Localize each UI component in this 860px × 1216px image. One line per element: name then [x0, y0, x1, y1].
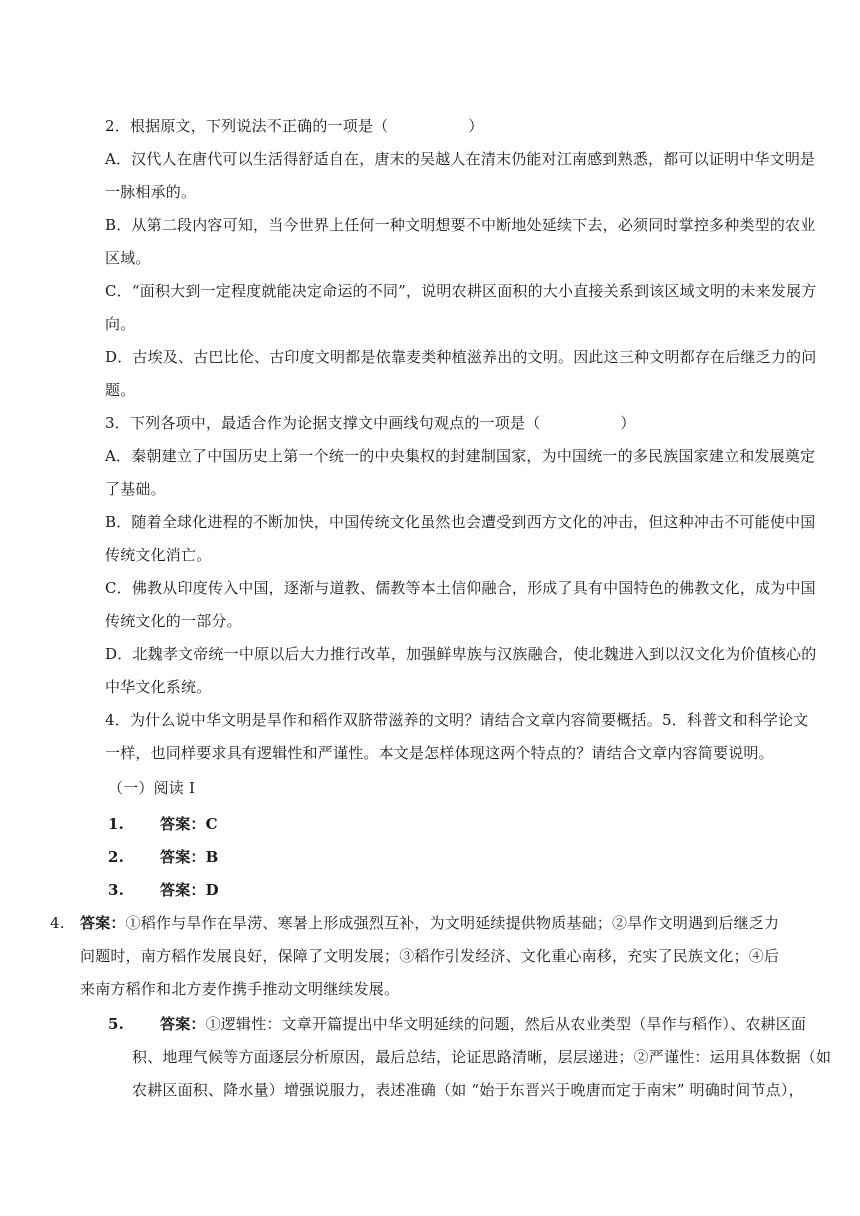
answer-3-value: D	[205, 881, 219, 899]
answer-3	[108, 880, 788, 900]
question-3-stem	[105, 413, 785, 433]
q3-option-a-line2: 了基础。	[105, 480, 166, 498]
answer-4-line1	[50, 913, 790, 933]
question-2-stem	[105, 116, 785, 136]
section-heading: （一）阅读 I	[108, 779, 196, 797]
answer-2-number: 2.	[108, 848, 125, 866]
answer-5-line1	[108, 1014, 807, 1034]
q3-option-c-line1: C．佛教从印度传入中国，逐渐与道教、儒教等本土信仰融合，形成了具有中国特色的佛教文化，成为中国	[105, 579, 816, 597]
question-3-text: 3．下列各项中，最适合作为论据支撑文中画线句观点的一项是（	[105, 414, 541, 432]
q2-option-b-line2: 区域。	[105, 249, 151, 267]
q3-option-b-line2: 传统文化消亡。	[105, 546, 212, 564]
q2-option-a-line2: 一脉相承的。	[105, 183, 197, 201]
q3-option-d-line1: D．北魏孝文帝统一中原以后大力推行改革，加强鲜卑族与汉族融合，使北魏进入到以汉文化为价值核心的	[105, 645, 817, 663]
answer-3-number: 3.	[108, 881, 125, 899]
answer-label: 答案：	[80, 914, 126, 932]
answer-5-line2: 积、地理气候等方面逐层分析原因，最后总结，论证思路清晰，层层递进；②严谨性：运用具体数据（如	[132, 1048, 832, 1066]
answer-2	[108, 847, 788, 867]
q3-option-a-line1: A．秦朝建立了中国历史上第一个统一的中央集权的封建制国家，为中国统一的多民族国家建立和发展奠定	[105, 447, 816, 465]
answer-5-text: ①逻辑性：文章开篇提出中华文明延续的问题，然后从农业类型（旱作与稻作）、农耕区面	[205, 1015, 807, 1033]
q3-option-d-line2: 中华文化系统。	[105, 678, 212, 696]
answer-label: 答案：	[160, 848, 206, 866]
q2-option-c-line1: C．“面积大到一定程度就能决定命运的不同”，说明农耕区面积的大小直接关系到该区域文明的未来发展方	[105, 282, 817, 300]
answer-label: 答案：	[160, 881, 206, 899]
q2-option-b-line1: B．从第二段内容可知，当今世界上任何一种文明想要不中断地处延续下去，必须同时掌控多种类型的农业	[105, 216, 816, 234]
answer-label: 答案：	[160, 1015, 206, 1033]
answer-1	[108, 814, 788, 834]
answer-2-value: B	[205, 848, 219, 866]
answer-4-line2: 问题时，南方稻作发展良好，保障了文明发展；③稻作引发经济、文化重心南移，充实了民族文化；④后	[80, 947, 780, 965]
answer-5-line3: 农耕区面积、降水量）增强说服力，表述准确（如 “始于东晋兴于晚唐而定于南宋” 明确时间节点），	[132, 1081, 804, 1099]
question-3-close-paren: ）	[620, 414, 636, 432]
questions-4-5-line1: 4．为什么说中华文明是旱作和稻作双脐带滋养的文明？请结合文章内容简要概括。5．科普文和科学论文	[105, 711, 809, 729]
q3-option-c-line2: 传统文化的一部分。	[105, 612, 242, 630]
q2-option-d-line1: D．古埃及、古巴比伦、古印度文明都是依靠麦类种植滋养出的文明。因此这三种文明都存在后继乏力的问	[105, 348, 817, 366]
q3-option-b-line1: B．随着全球化进程的不断加快，中国传统文化虽然也会遭受到西方文化的冲击，但这种冲击不可能使中国	[105, 513, 816, 531]
questions-4-5-line2: 一样，也同样要求具有逻辑性和严谨性。本文是怎样体现这两个特点的？请结合文章内容简要说明。	[105, 744, 774, 762]
answer-5-number: 5.	[108, 1015, 125, 1033]
answer-4-number: 4.	[50, 914, 65, 932]
q2-option-d-line2: 题。	[105, 381, 136, 399]
answer-4-line3: 来南方稻作和北方麦作携手推动文明继续发展。	[80, 980, 400, 998]
question-2-close-paren: ）	[468, 117, 484, 135]
q2-option-a-line1: A．汉代人在唐代可以生活得舒适自在，唐末的吴越人在清末仍能对江南感到熟悉，都可以证明中华文明是	[105, 150, 816, 168]
answer-1-value: C	[205, 815, 218, 833]
answer-label: 答案：	[160, 815, 206, 833]
q2-option-c-line2: 向。	[105, 315, 136, 333]
question-2-text: 2．根据原文，下列说法不正确的一项是（	[105, 117, 389, 135]
answer-4-text: ①稻作与旱作在旱涝、寒暑上形成强烈互补，为文明延续提供物质基础；②旱作文明遇到后继乏力	[125, 914, 780, 932]
answer-1-number: 1.	[108, 815, 125, 833]
